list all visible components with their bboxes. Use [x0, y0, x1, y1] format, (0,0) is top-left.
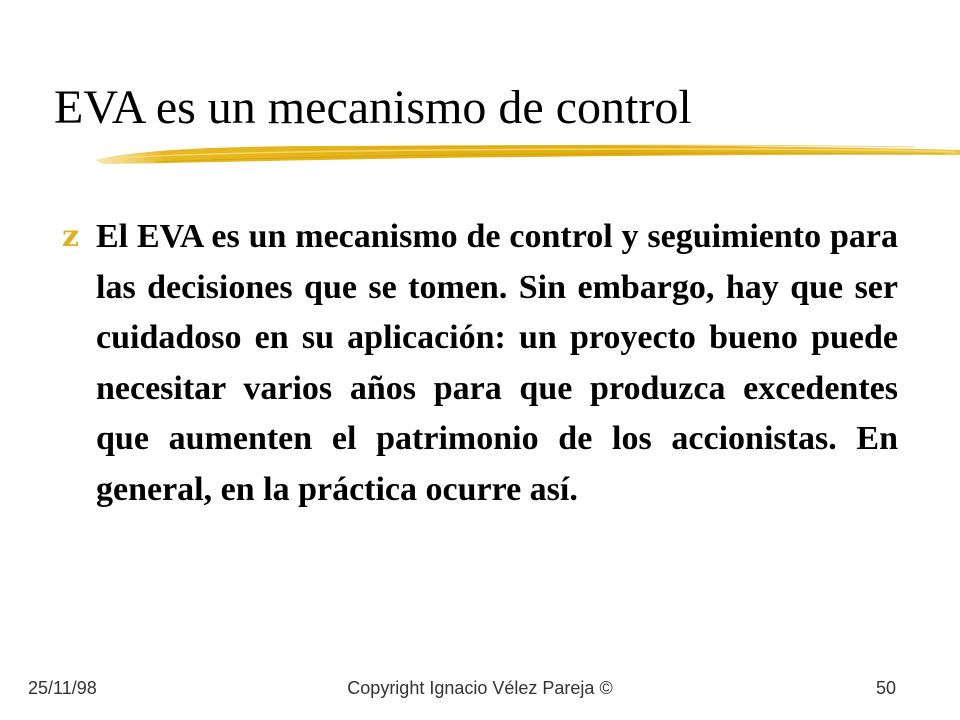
footer-date: 25/11/98 [28, 678, 97, 698]
slide-title: EVA es un mecanismo de control [54, 81, 692, 134]
footer-page-number: 50 [875, 678, 896, 698]
footer-copyright: Copyright Ignacio Vélez Pareja © [347, 678, 613, 698]
bullet-item [62, 212, 898, 515]
bullet-text: El EVA es un mecanismo de control y seguimiento para las decisiones que se tomen. Sin embargo, hay que ser cuidadoso en su aplicación: un proyecto bueno puede necesitar varios años para que produzca excedentes que aumenten el patrimonio de los accionistas. En general, en la práctica ocurre así. [96, 218, 898, 508]
bullet-icon: z [62, 219, 80, 254]
title-underline-brush-stroke [95, 136, 960, 176]
